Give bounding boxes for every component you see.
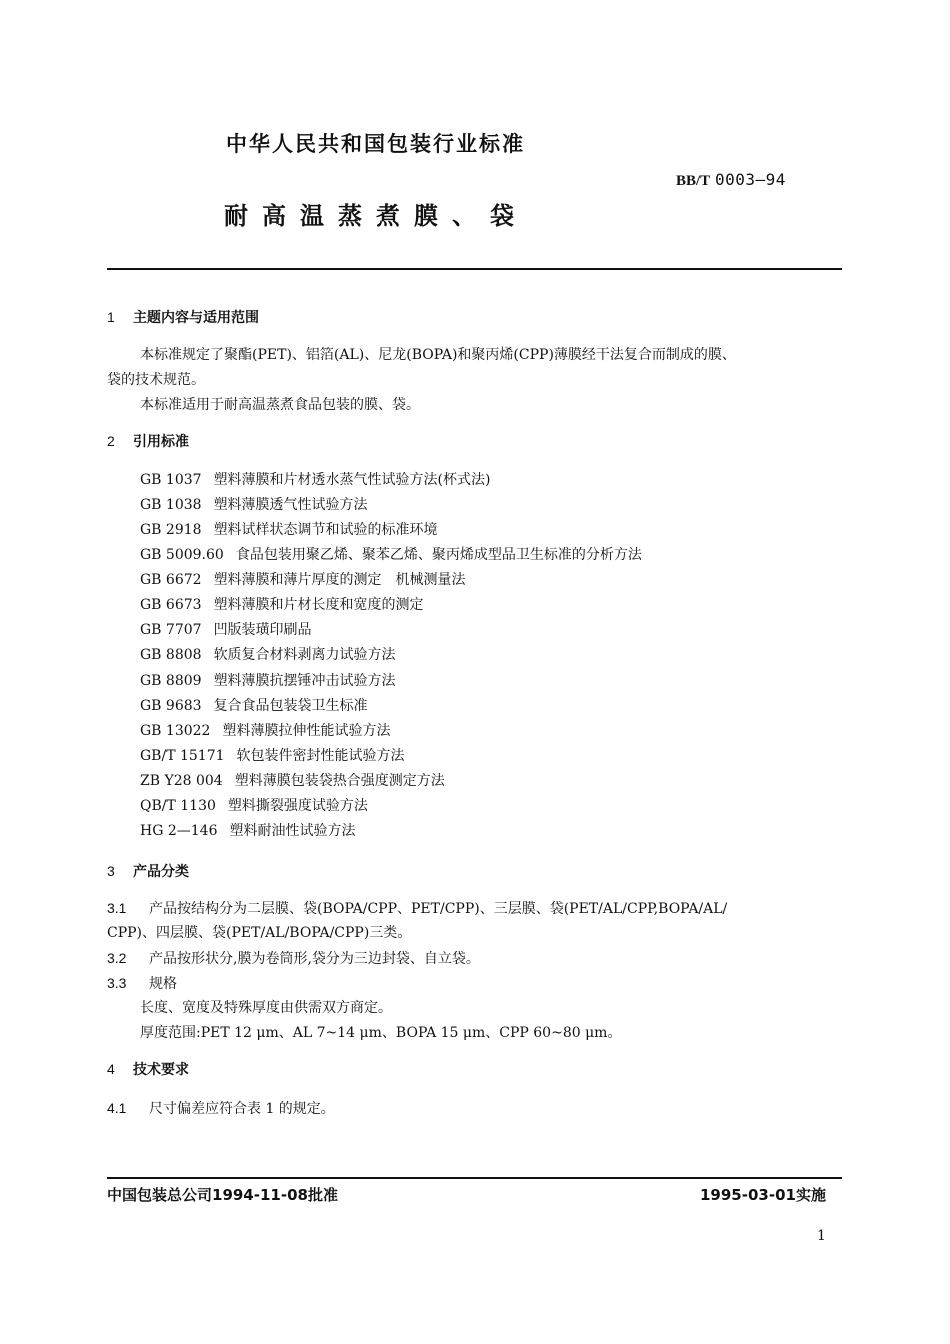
clause-4-1-number: 4.1 — [107, 1100, 127, 1116]
reference-code: GB 2918 — [140, 522, 202, 539]
standard-code — [676, 170, 786, 190]
reference-title: 塑料薄膜透气性试验方法 — [213, 497, 368, 514]
reference-code: GB 8809 — [140, 672, 202, 689]
clause-3-1-line2: CPP)、四层膜、袋(PET/AL/BOPA/CPP)三类。 — [107, 925, 412, 941]
reference-code: GB 13022 — [140, 722, 211, 739]
section-3-number: 3 — [107, 863, 115, 879]
reference-item — [140, 744, 642, 769]
section-1-para1-line2: 袋的技术规范。 — [107, 372, 205, 388]
reference-item — [140, 769, 642, 794]
reference-code: GB 1037 — [140, 472, 202, 488]
reference-title: 塑料薄膜和片材透水蒸气性试验方法(杯式法) — [213, 472, 491, 488]
reference-title: 塑料薄膜和薄片厚度的测定 机械测量法 — [213, 572, 466, 589]
reference-item — [140, 819, 642, 844]
section-3-title: 产品分类 — [133, 864, 189, 880]
clause-3-2 — [107, 946, 480, 972]
reference-item — [140, 593, 642, 618]
standard-code-number: 0003—94 — [714, 170, 786, 189]
clause-3-3-heading: 规格 — [149, 976, 177, 992]
standard-code-prefix: BB/T — [676, 173, 711, 189]
section-2-number: 2 — [107, 433, 115, 449]
reference-code: GB 1038 — [140, 497, 202, 514]
section-4-heading — [107, 1059, 189, 1079]
reference-title: 凹版装璜印刷品 — [213, 622, 312, 639]
section-1-number: 1 — [107, 309, 115, 325]
reference-code: GB 7707 — [140, 622, 202, 639]
reference-code: GB 9683 — [140, 697, 202, 714]
reference-title: 塑料撕裂强度试验方法 — [227, 797, 368, 814]
section-1-heading — [107, 307, 259, 327]
reference-code: GB/T 15171 — [140, 747, 225, 764]
reference-title: 塑料薄膜包装袋热合强度测定方法 — [234, 772, 445, 789]
clause-3-2-number: 3.2 — [107, 950, 127, 966]
document-title: 耐高温蒸煮膜、袋 — [224, 202, 528, 230]
header-divider — [107, 268, 842, 270]
reference-code: GB 6673 — [140, 597, 202, 614]
clause-3-1-number: 3.1 — [107, 900, 127, 916]
clause-3-3-line2: 厚度范围:PET 12 μm、AL 7~14 μm、BOPA 15 μm、CPP 60~80 μm。 — [140, 1025, 622, 1041]
reference-code: ZB Y28 004 — [140, 772, 223, 789]
section-2-title: 引用标准 — [133, 434, 189, 450]
reference-item — [140, 694, 642, 719]
section-4-number: 4 — [107, 1061, 115, 1077]
clause-3-3-number: 3.3 — [107, 975, 127, 991]
reference-title: 塑料薄膜抗摆锤冲击试验方法 — [213, 672, 396, 689]
standard-type-heading: 中华人民共和国包装行业标准 — [226, 132, 525, 156]
reference-code: GB 6672 — [140, 572, 202, 589]
reference-title: 塑料薄膜拉伸性能试验方法 — [222, 722, 391, 739]
reference-item — [140, 568, 642, 593]
clause-3-3 — [107, 971, 177, 997]
reference-title: 软质复合材料剥离力试验方法 — [213, 647, 396, 664]
reference-item — [140, 618, 642, 643]
section-3-heading — [107, 861, 189, 881]
clause-4-1 — [107, 1096, 335, 1122]
reference-item — [140, 543, 642, 568]
reference-code: HG 2—146 — [140, 822, 218, 839]
reference-title: 食品包装用聚乙烯、聚苯乙烯、聚丙烯成型品卫生标准的分析方法 — [235, 547, 642, 564]
implementation-date: 1995-03-01实施 — [700, 1186, 826, 1204]
clause-4-1-text: 尺寸偏差应符合表 1 的规定。 — [149, 1101, 335, 1117]
reference-title: 软包装件密封性能试验方法 — [236, 747, 405, 764]
reference-item — [140, 719, 642, 744]
section-1-title: 主题内容与适用范围 — [133, 310, 259, 326]
clause-3-3-line1: 长度、宽度及特殊厚度由供需双方商定。 — [140, 1000, 392, 1016]
reference-item — [140, 643, 642, 668]
referenced-standards-list — [140, 468, 642, 844]
section-1-para1-line1: 本标准规定了聚酯(PET)、铝箔(AL)、尼龙(BOPA)和聚丙烯(CPP)薄膜经干法复合而制成的膜、 — [140, 347, 736, 363]
clause-3-1-text: 产品按结构分为二层膜、袋(BOPA/CPP、PET/CPP)、三层膜、袋(PET/AL/CPP,BOPA/AL/ — [149, 901, 728, 917]
page-number: 1 — [817, 1228, 826, 1244]
footer-divider — [107, 1177, 842, 1179]
section-2-heading — [107, 431, 189, 451]
clause-3-2-text: 产品按形状分,膜为卷筒形,袋分为三边封袋、自立袋。 — [149, 951, 480, 967]
reference-code: GB 5009.60 — [140, 547, 224, 564]
reference-code: GB 8808 — [140, 647, 202, 664]
approval-date: 中国包装总公司1994-11-08批准 — [107, 1186, 338, 1204]
reference-title: 塑料耐油性试验方法 — [229, 822, 356, 839]
reference-title: 塑料薄膜和片材长度和宽度的测定 — [213, 597, 424, 614]
reference-item — [140, 518, 642, 543]
reference-item — [140, 794, 642, 819]
reference-item — [140, 468, 642, 493]
reference-title: 复合食品包装袋卫生标准 — [213, 697, 368, 714]
reference-item — [140, 669, 642, 694]
section-4-title: 技术要求 — [133, 1062, 189, 1078]
clause-3-1-line1 — [107, 896, 727, 922]
reference-code: QB/T 1130 — [140, 797, 216, 814]
section-1-para2: 本标准适用于耐高温蒸煮食品包装的膜、袋。 — [140, 397, 420, 413]
reference-title: 塑料试样状态调节和试验的标准环境 — [213, 522, 438, 539]
reference-item — [140, 493, 642, 518]
